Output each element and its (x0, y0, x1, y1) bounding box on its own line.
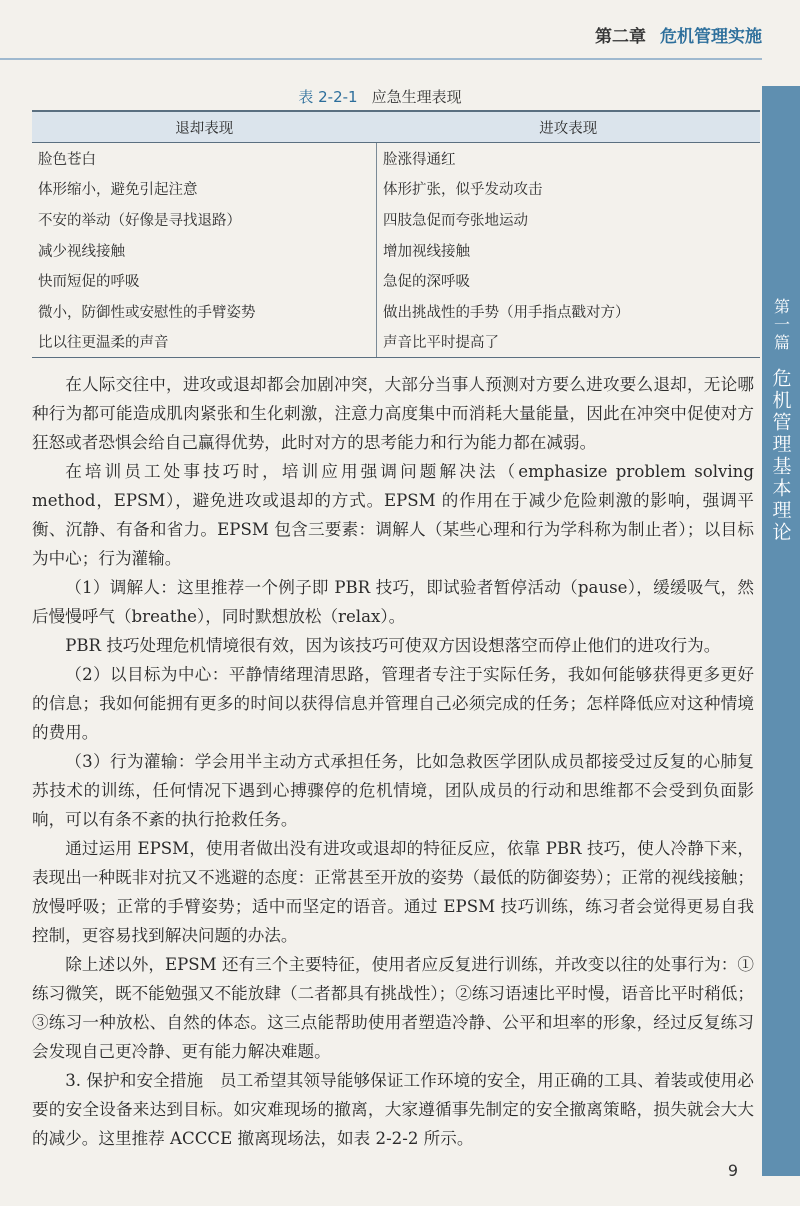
chapter-title: 危机管理实施 (660, 27, 762, 47)
paragraph: 在人际交往中，进攻或退却都会加剧冲突，大部分当事人预测对方要么进攻要么退却，无论哪种行为都可能造成肌肉紧张和生化刺激，注意力高度集中而消耗大量能量，因此在冲突中促使对方狂怒或者恐惧会给自己赢得优势，此时对方的思考能力和行为能力都在减弱。 (32, 375, 754, 452)
paragraph: 除上述以外，EPSM 还有三个主要特征，使用者应反复进行训练，并改变以往的处事行为：①练习微笑，既不能勉强又不能放肆（二者都具有挑战性）；②练习语速比平时慢，语音比平时稍低；③练习一种放松、自然的体态。这三点能帮助使用者塑造冷静、公平和坦率的形象，经过反复练习会发现自己更冷静、更有能力解决难题。 (32, 955, 754, 1061)
attack-cell: 四肢急促而夸张地运动 (383, 212, 528, 229)
retreat-cell: 快而短促的呼吸 (32, 265, 377, 296)
paragraph: 通过运用 EPSM，使用者做出没有进攻或退却的特征反应，依靠 PBR 技巧，使人冷静下来，表现出一种既非对抗又不逃避的态度：正常甚至开放的姿势（最低的防御姿势）；正常的视线接触；放慢呼吸；正常的手臂姿势；适中而坚定的语音。通过 EPSM 技巧训练，练习者会觉得更易自我控制，更容易找到解决问题的办法。 (32, 839, 754, 945)
table-title: 应急生理表现 (371, 88, 462, 106)
attack-cell: 做出挑战性的手势（用手指点戳对方） (383, 304, 630, 321)
table-row (32, 143, 760, 174)
retreat-cell: 体形缩小，避免引起注意 (32, 174, 377, 205)
emergency-reaction-table (32, 110, 760, 358)
table-number: 表 2-2-1 (298, 88, 358, 106)
attack-cell: 脸涨得通红 (383, 151, 456, 168)
part-label: 第一篇 (771, 298, 791, 352)
table-row (32, 327, 760, 358)
table-row (32, 296, 760, 327)
running-header (595, 22, 762, 47)
attack-cell: 声音比平时提高了 (377, 327, 761, 358)
header-divider (0, 58, 762, 60)
table-header-row (32, 111, 760, 143)
table-caption (0, 86, 760, 107)
paragraph: （1）调解人：这里推荐一个例子即 PBR 技巧，即试验者暂停活动（pause），缓缓吸气，然后慢慢呼气（breathe），同时默想放松（relax）。 (32, 578, 754, 626)
retreat-cell: 减少视线接触 (32, 235, 377, 266)
retreat-cell: 比以往更温柔的声音 (32, 327, 377, 358)
retreat-cell: 脸色苍白 (32, 143, 377, 174)
paragraph: 在培训员工处事技巧时，培训应用强调问题解决法（emphasize problem solving method，EPSM），避免进攻或退却的方式。EPSM 的作用在于减少危险刺激的影响，强调平衡、沉静、有备和省力。EPSM 包含三要素：调解人（某些心理和行为学科称为制止者）；以目标为中心；行为灌输。 (32, 462, 754, 568)
paragraph: （3）行为灌输：学会用半主动方式承担任务，比如急救医学团队成员都接受过反复的心肺复苏技术的训练，任何情况下遇到心搏骤停的危机情境，团队成员的行动和思维都不会受到负面影响，可以有条不紊的执行抢救任务。 (32, 752, 754, 829)
column-header-retreat: 退却表现 (32, 111, 377, 143)
chapter-label: 第二章 (595, 27, 646, 47)
attack-cell: 体形扩张，似乎发动攻击 (383, 182, 543, 199)
retreat-cell: 微小，防御性或安慰性的手臂姿势 (32, 296, 377, 327)
table-row (32, 204, 760, 235)
table-row (32, 235, 760, 266)
column-header-attack: 进攻表现 (377, 111, 761, 143)
side-thumb-tab (762, 86, 800, 1176)
paragraph: 3. 保护和安全措施 员工希望其领导能够保证工作环境的安全，用正确的工具、着装或使用必要的安全设备来达到目标。如灾难现场的撤离，大家遵循事先制定的安全撤离策略，损失就会大大的减少。这里推荐 ACCCE 撤离现场法，如表 2-2-2 所示。 (32, 1071, 754, 1148)
page-number: 9 (727, 1161, 738, 1180)
table-row (32, 265, 760, 296)
body-text (32, 370, 754, 1153)
paragraph: PBR 技巧处理危机情境很有效，因为该技巧可使双方因设想落空而停止他们的进攻行为。 (65, 636, 721, 655)
retreat-cell: 不安的举动（好像是寻找退路） (32, 204, 377, 235)
attack-cell: 急促的深呼吸 (383, 274, 470, 291)
part-title: 危机管理基本理论 (769, 368, 792, 544)
paragraph: （2）以目标为中心：平静情绪理清思路，管理者专注于实际任务，我如何能够获得更多更好的信息；我如何能拥有更多的时间以获得信息并管理自己必须完成的任务；怎样降低应对这种情境的费用。 (32, 665, 754, 742)
table-row (32, 174, 760, 205)
attack-cell: 增加视线接触 (383, 243, 470, 260)
